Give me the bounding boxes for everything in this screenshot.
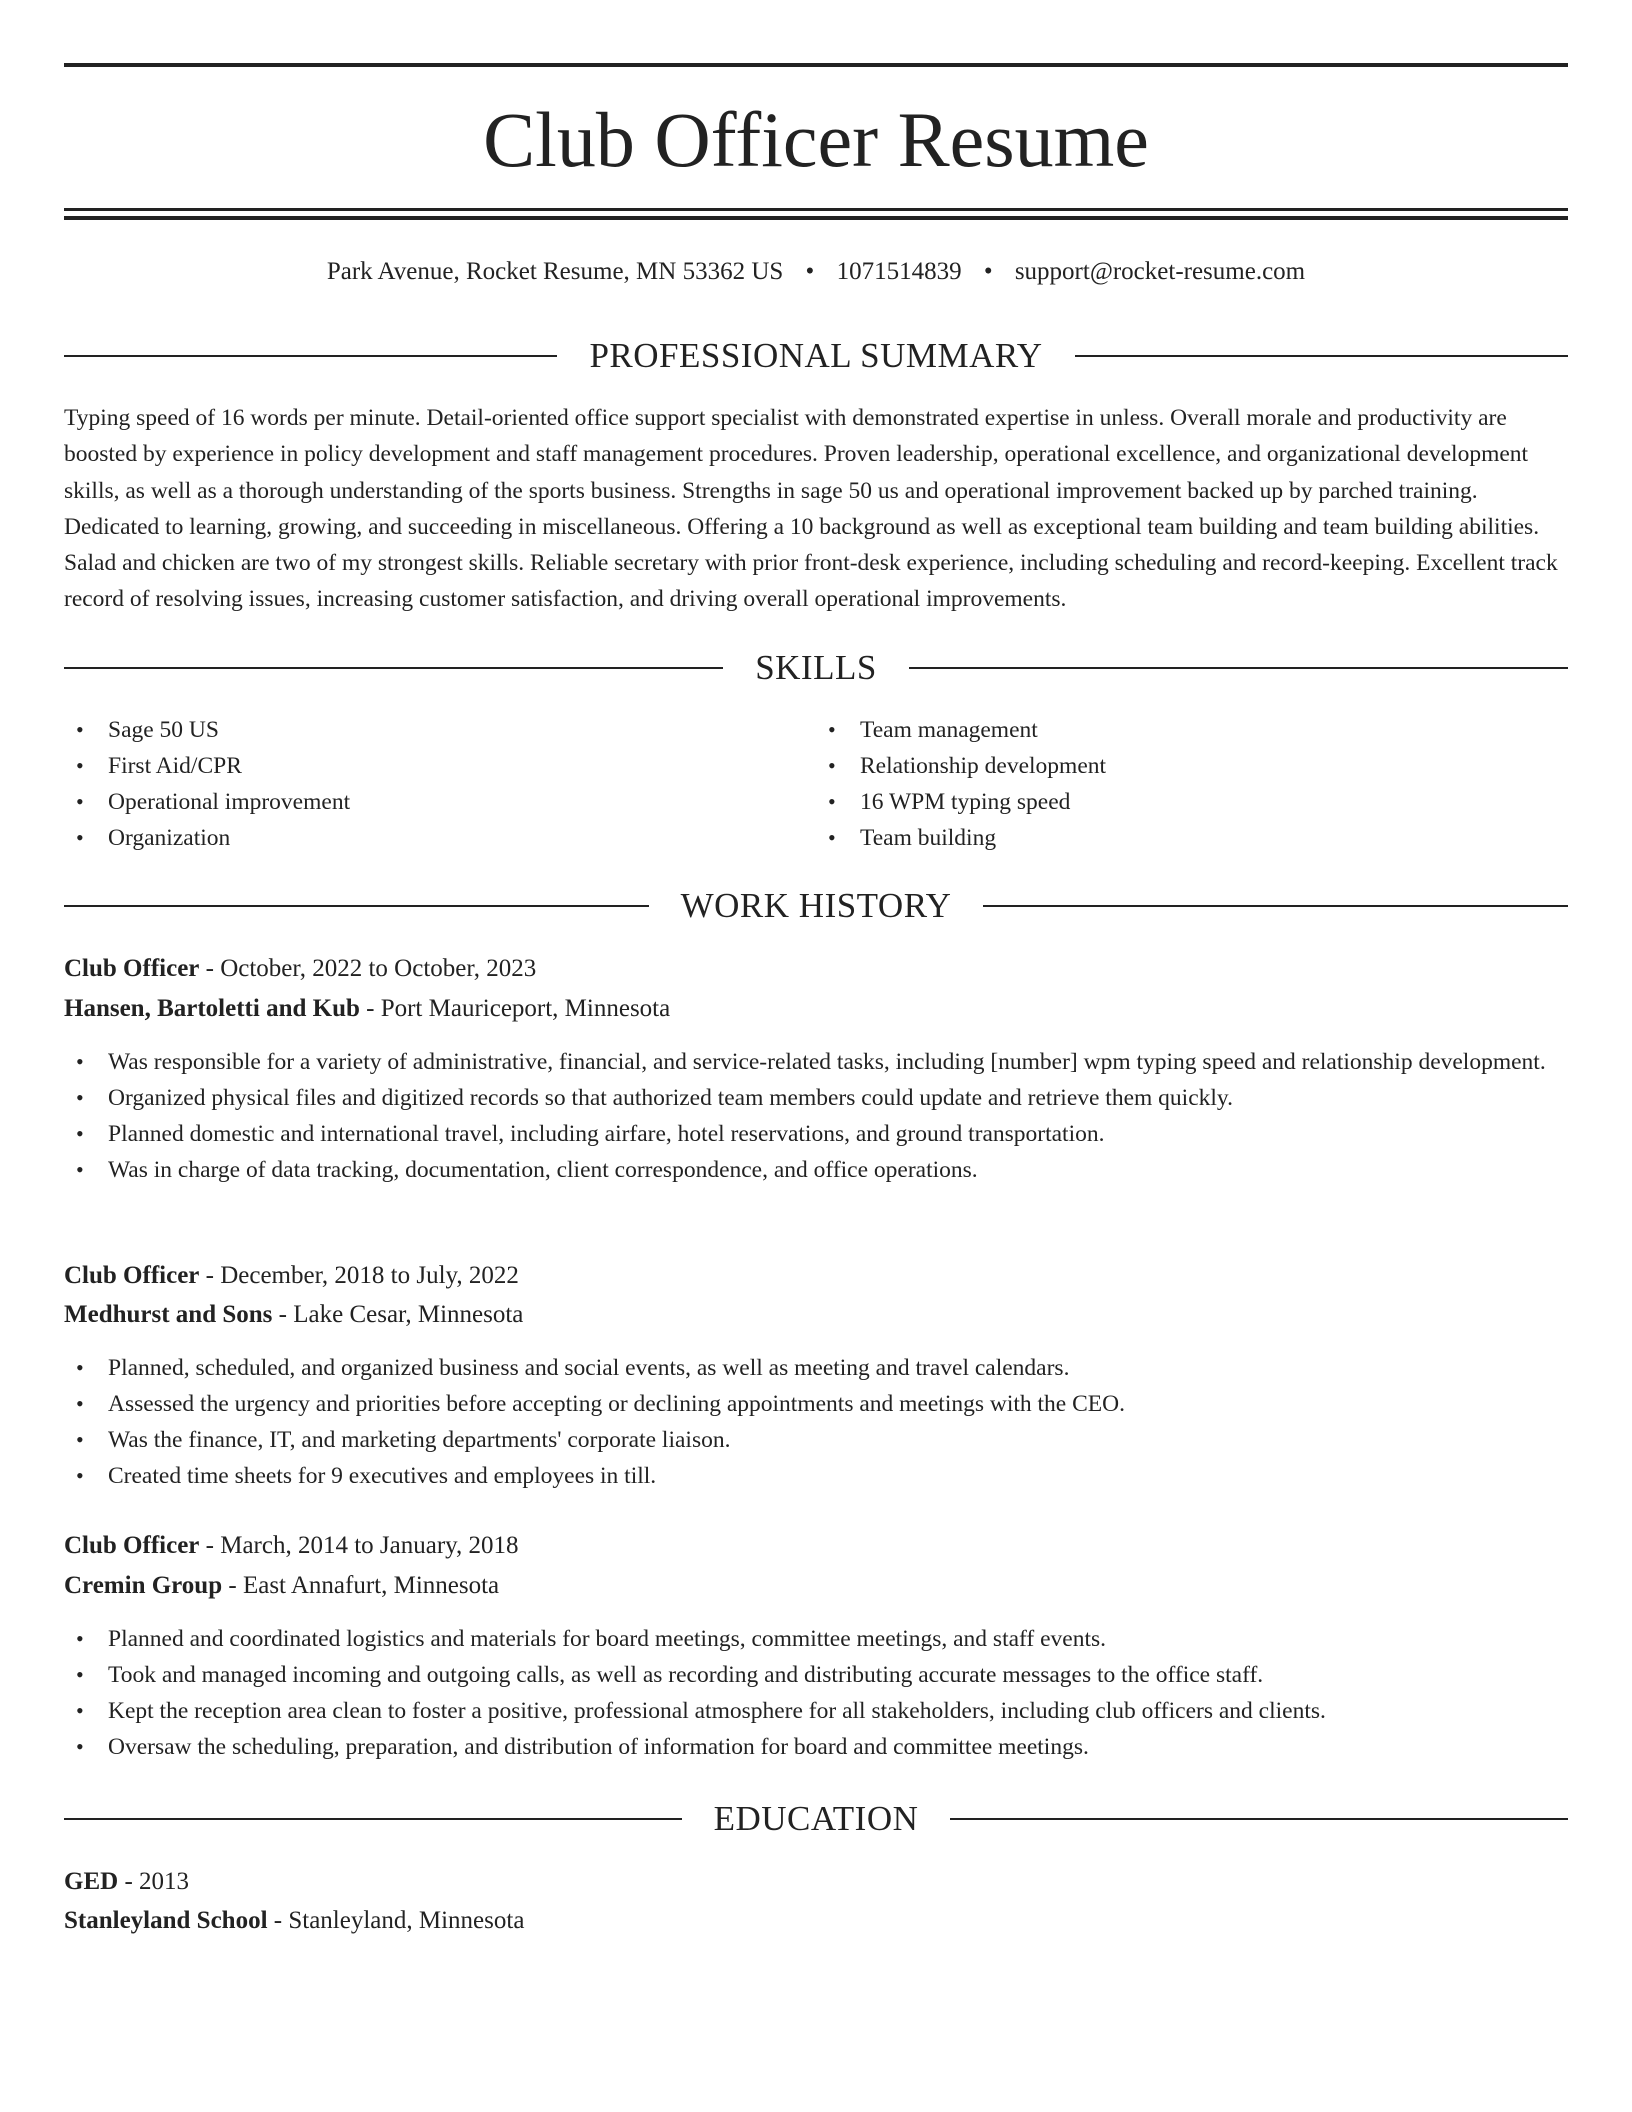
job-location: - Lake Cesar, Minnesota (272, 1301, 524, 1328)
job-bullet: • Planned and coordinated logistics and materials for board meetings, committee meetings, and staff events. (64, 1621, 1568, 1657)
contact-email[interactable]: support@rocket-resume.com (1014, 258, 1306, 285)
skill-item: • 16 WPM typing speed (816, 784, 1568, 820)
job-title: Club Officer (64, 1532, 200, 1559)
double-rule (64, 208, 1568, 220)
education-location: - Stanleyland, Minnesota (267, 1907, 525, 1934)
skills-column-left (64, 712, 816, 856)
job-bullet: • Planned domestic and international travel, including airfare, hotel reservations, and ground transportation. (64, 1116, 1568, 1152)
education-year: - 2013 (118, 1868, 190, 1895)
education-degree: GED (64, 1868, 119, 1895)
skill-item: • Relationship development (816, 748, 1568, 784)
job-bullet: • Oversaw the scheduling, preparation, and distribution of information for board and committee meetings. (64, 1729, 1568, 1765)
job-bullet: • Took and managed incoming and outgoing calls, as well as recording and distributing accurate messages to the office staff. (64, 1657, 1568, 1693)
job-bullet: • Created time sheets for 9 executives and employees in till. (64, 1458, 1568, 1494)
job-title-line (64, 1527, 1568, 1565)
job-bullet: • Planned, scheduled, and organized business and social events, as well as meeting and travel calendars. (64, 1350, 1568, 1386)
job-dates: - December, 2018 to July, 2022 (199, 1262, 519, 1289)
contact-line (64, 254, 1568, 290)
skill-item: • First Aid/CPR (64, 748, 816, 784)
divider (64, 667, 723, 669)
divider (64, 905, 649, 907)
section-title: SKILLS (755, 648, 877, 687)
job-title: Club Officer (64, 1262, 200, 1289)
divider (950, 1818, 1568, 1820)
skill-item: • Team management (816, 712, 1568, 748)
contact-separator: • (983, 258, 993, 285)
education-school: Stanleyland School (64, 1907, 268, 1934)
divider (64, 1818, 682, 1820)
job-bullets (64, 1621, 1568, 1765)
divider (64, 355, 557, 357)
job-bullet: • Was in charge of data tracking, documentation, client correspondence, and office operations. (64, 1152, 1568, 1188)
job-location: - East Annafurt, Minnesota (222, 1572, 500, 1599)
skills-column-right (816, 712, 1568, 856)
summary-heading (64, 334, 1568, 378)
divider (983, 905, 1568, 907)
job-company-line (64, 990, 1568, 1028)
job-bullet: • Organized physical files and digitized records so that authorized team members could update and retrieve them quickly. (64, 1080, 1568, 1116)
section-title: EDUCATION (713, 1799, 919, 1838)
skills-heading (64, 646, 1568, 690)
job-company-line (64, 1567, 1568, 1605)
job-title: Club Officer (64, 955, 200, 982)
contact-separator: • (805, 258, 815, 285)
job-bullets (64, 1350, 1568, 1494)
divider (1075, 355, 1568, 357)
job-bullet: • Assessed the urgency and priorities before accepting or declining appointments and meetings with the CEO. (64, 1386, 1568, 1422)
job-company: Hansen, Bartoletti and Kub (64, 995, 360, 1022)
education-heading (64, 1797, 1568, 1841)
section-title: PROFESSIONAL SUMMARY (589, 336, 1043, 375)
job-title-line (64, 1257, 1568, 1295)
job-bullet: • Was the finance, IT, and marketing departments' corporate liaison. (64, 1422, 1568, 1458)
job-dates: - October, 2022 to October, 2023 (199, 955, 537, 982)
job-company: Medhurst and Sons (64, 1301, 273, 1328)
contact-address: Park Avenue, Rocket Resume, MN 53362 US (326, 258, 784, 285)
job-bullet: • Was responsible for a variety of administrative, financial, and service-related tasks, including [number] wpm typing speed and relationship development. (64, 1044, 1568, 1080)
section-title: WORK HISTORY (680, 886, 952, 925)
skill-item: • Operational improvement (64, 784, 816, 820)
job-company-line (64, 1296, 1568, 1334)
job-dates: - March, 2014 to January, 2018 (199, 1532, 519, 1559)
job-location: - Port Mauriceport, Minnesota (359, 995, 671, 1022)
page-title: Club Officer Resume (483, 96, 1149, 183)
education-degree-line (64, 1863, 1568, 1901)
job-bullets (64, 1044, 1568, 1188)
work-heading (64, 884, 1568, 928)
job-bullet: • Kept the reception area clean to foster a positive, professional atmosphere for all stakeholders, including club officers and clients. (64, 1693, 1568, 1729)
top-rule (64, 63, 1568, 67)
skill-item: • Sage 50 US (64, 712, 816, 748)
job-title-line (64, 950, 1568, 988)
divider (909, 667, 1568, 669)
job-company: Cremin Group (64, 1572, 223, 1599)
skill-item: • Team building (816, 820, 1568, 856)
education-school-line (64, 1902, 1568, 1940)
summary-text: Typing speed of 16 words per minute. Detail-oriented office support specialist with demonstrated expertise in unless. Overall morale and productivity are boosted by experience in policy development and staff management procedures. Proven leadership, operational excellence, and organizational development skills, as well as a thorough understanding of the sports business. Strengths in sage 50 us and operational improvement backed up by parched training. Dedicated to learning, growing, and succeeding in miscellaneous. Offering a 10 background as well as exceptional team building and team building abilities. Salad and chicken are two of my strongest skills. Reliable secretary with prior front-desk experience, including scheduling and record-keeping. Excellent track record of resolving issues, increasing customer satisfaction, and driving overall operational improvements. (64, 405, 1558, 613)
contact-phone: 1071514839 (836, 258, 962, 285)
skill-item: • Organization (64, 820, 816, 856)
skills-list (64, 712, 1568, 856)
